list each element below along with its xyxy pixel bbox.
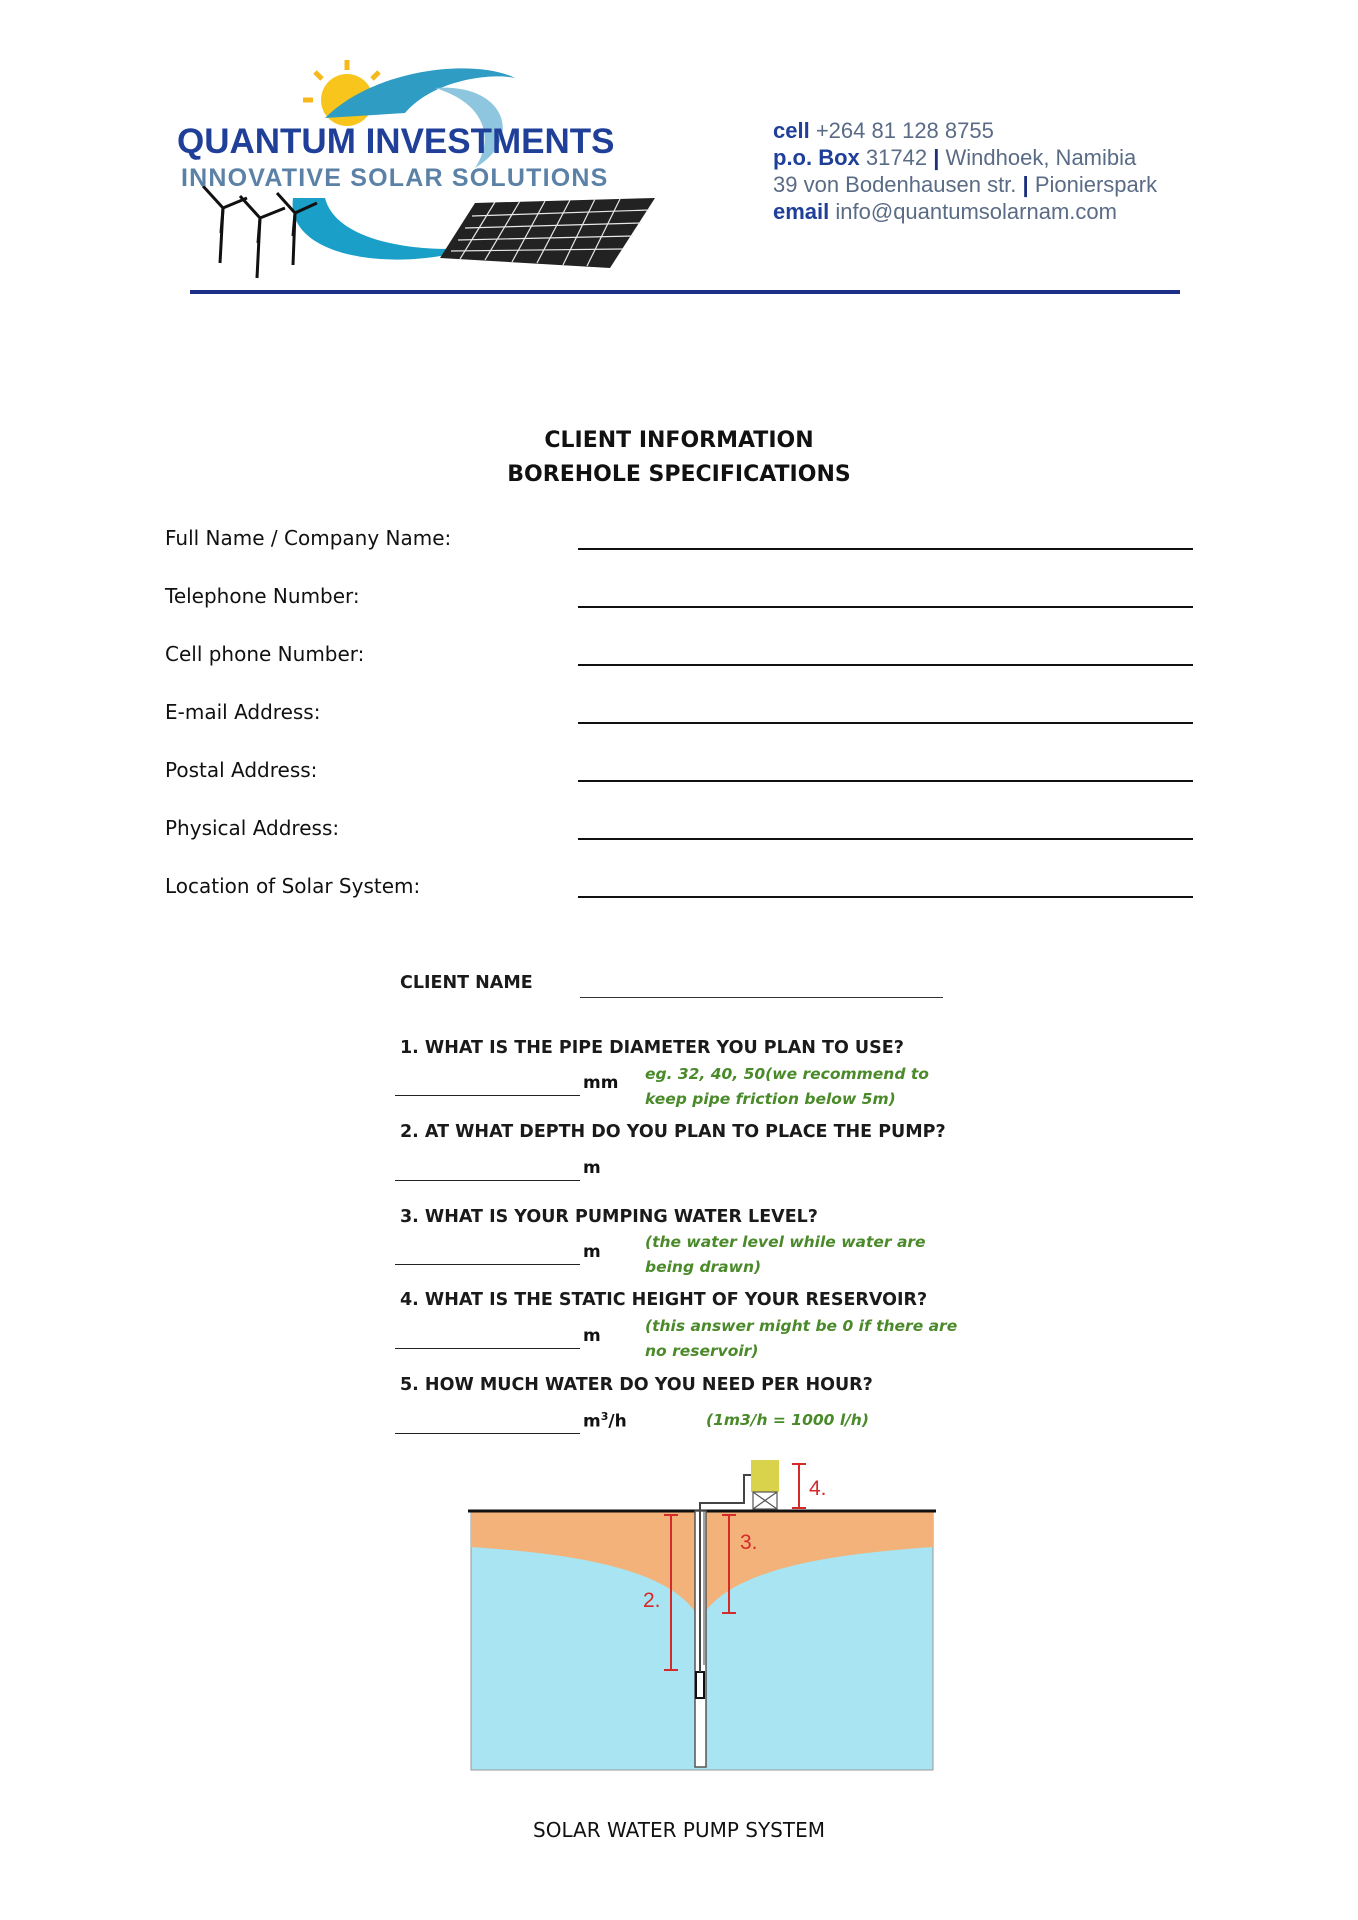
field-line-postal-address[interactable]	[578, 780, 1193, 782]
field-label-postal-address: Postal Address:	[165, 758, 318, 782]
field-label-solar-location: Location of Solar System:	[165, 874, 421, 898]
unit-5-sup: 3	[600, 1410, 609, 1423]
street: 39 von Bodenhausen str.	[773, 172, 1017, 197]
marker-label-3: 3.	[740, 1531, 758, 1554]
diagram-caption: SOLAR WATER PUMP SYSTEM	[533, 1818, 825, 1842]
question-4: 4. WHAT IS THE STATIC HEIGHT OF YOUR RESERVOIR?	[400, 1290, 928, 1310]
answer-line-3[interactable]	[395, 1264, 580, 1265]
field-line-full-name[interactable]	[578, 548, 1193, 550]
field-line-telephone[interactable]	[578, 606, 1193, 608]
hint-5: (1m3/h = 1000 l/h)	[706, 1411, 869, 1429]
answer-line-2[interactable]	[395, 1180, 580, 1181]
company-tagline: INNOVATIVE SOLAR SOLUTIONS	[181, 164, 609, 192]
field-label-email: E-mail Address:	[165, 700, 321, 724]
field-label-physical-address: Physical Address:	[165, 816, 340, 840]
answer-line-4[interactable]	[395, 1348, 580, 1349]
hint-3-line-2: being drawn)	[645, 1258, 762, 1276]
contact-email	[773, 199, 1117, 225]
field-label-full-name: Full Name / Company Name:	[165, 526, 452, 550]
answer-line-5[interactable]	[395, 1433, 580, 1434]
contact-address: 39 von Bodenhausen str. | Pionierspark	[773, 172, 1158, 197]
field-line-physical-address[interactable]	[578, 838, 1193, 840]
email-value: info@quantumsolarnam.com	[835, 199, 1117, 224]
unit-3: m	[583, 1242, 601, 1262]
hint-4-line-1: (this answer might be 0 if there are	[645, 1317, 958, 1335]
page-title: CLIENT INFORMATION	[544, 428, 814, 453]
answer-line-1[interactable]	[395, 1095, 580, 1096]
client-name-line[interactable]	[580, 997, 943, 998]
question-2: 2. AT WHAT DEPTH DO YOU PLAN TO PLACE THE PUMP?	[400, 1122, 946, 1142]
field-line-solar-location[interactable]	[578, 896, 1193, 898]
pump-icon	[696, 1672, 704, 1698]
unit-1: mm	[583, 1073, 619, 1093]
unit-4: m	[583, 1326, 601, 1346]
question-1: 1. WHAT IS THE PIPE DIAMETER YOU PLAN TO USE?	[400, 1038, 904, 1058]
hint-4-line-2: no reservoir)	[645, 1342, 759, 1360]
solar-panel-icon	[440, 198, 655, 268]
question-3: 3. WHAT IS YOUR PUMPING WATER LEVEL?	[400, 1207, 818, 1227]
pobox-value: 31742	[865, 145, 928, 170]
page-subtitle: BOREHOLE SPECIFICATIONS	[507, 462, 851, 487]
cell-label: cell	[773, 118, 810, 143]
company-name: QUANTUM INVESTMENTS	[177, 122, 615, 161]
unit-5	[583, 1410, 627, 1432]
header-divider	[190, 290, 1180, 294]
city: Windhoek, Namibia	[945, 145, 1137, 170]
unit-2: m	[583, 1158, 601, 1178]
client-name-label: CLIENT NAME	[400, 973, 533, 993]
company-logo	[175, 58, 685, 283]
hint-4	[645, 1314, 957, 1364]
hint-1-line-1: eg. 32, 40, 50(we recommend to	[645, 1065, 929, 1083]
contact-cell	[773, 118, 994, 144]
hint-1	[645, 1062, 929, 1112]
hint-3	[645, 1230, 926, 1280]
field-label-telephone: Telephone Number:	[165, 584, 360, 608]
field-line-email[interactable]	[578, 722, 1193, 724]
cell-value: +264 81 128 8755	[815, 118, 994, 143]
hint-3-line-1: (the water level while water are	[645, 1233, 926, 1251]
question-5: 5. HOW MUCH WATER DO YOU NEED PER HOUR?	[400, 1375, 873, 1395]
measure-reservoir-height	[792, 1464, 806, 1508]
marker-label-2: 2.	[643, 1589, 661, 1612]
suburb: Pionierspark	[1034, 172, 1158, 197]
unit-5-base: m	[583, 1411, 601, 1432]
hint-1-line-2: keep pipe friction below 5m)	[645, 1090, 896, 1108]
tank-stand	[753, 1492, 777, 1509]
email-label: email	[773, 199, 830, 224]
pobox-label: p.o. Box	[773, 145, 860, 170]
marker-label-4: 4.	[809, 1477, 827, 1500]
reservoir-tank-icon	[751, 1460, 779, 1492]
unit-5-rest: /h	[608, 1411, 627, 1432]
contact-pobox: p.o. Box 31742 | Windhoek, Namibia	[773, 145, 1137, 170]
field-line-cell-phone[interactable]	[578, 664, 1193, 666]
borehole-diagram	[468, 1455, 938, 1775]
field-label-cell-phone: Cell phone Number:	[165, 642, 365, 666]
